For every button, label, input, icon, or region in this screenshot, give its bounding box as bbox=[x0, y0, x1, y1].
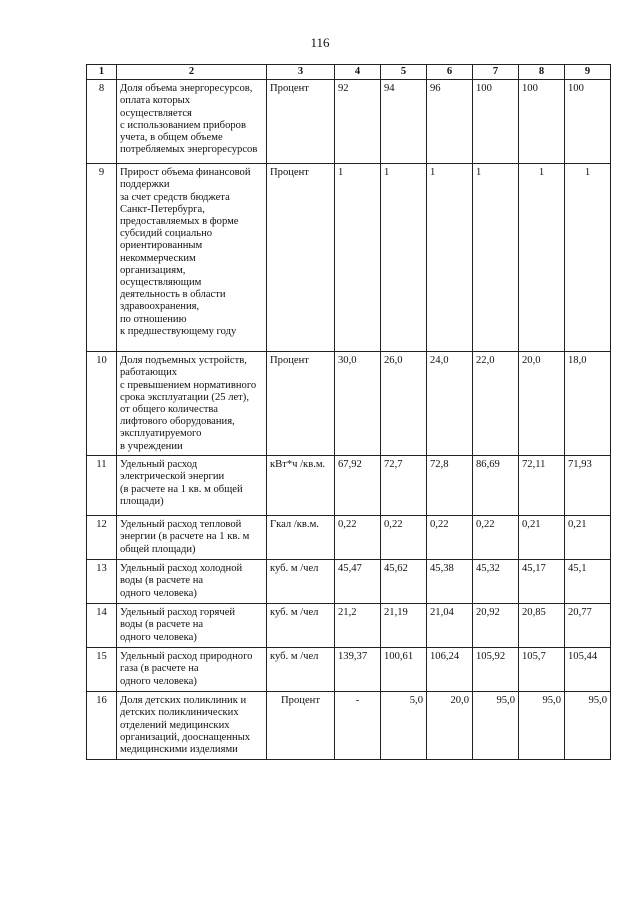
value-cell: 0,22 bbox=[335, 516, 381, 560]
value-cell: 1 bbox=[335, 164, 381, 352]
value-cell: 1 bbox=[565, 164, 611, 352]
value-cell: 1 bbox=[519, 164, 565, 352]
description-line: потребляемых энергоресурсов bbox=[120, 144, 258, 156]
value-cell: 45,38 bbox=[427, 560, 473, 604]
description-line: воды (в расчете на bbox=[120, 575, 204, 587]
value-cell: 20,92 bbox=[473, 604, 519, 648]
indicator-description bbox=[117, 560, 267, 604]
description-line: по отношению bbox=[120, 313, 187, 325]
description-line: некоммерческим bbox=[120, 252, 196, 264]
description-line: Удельный расход природного bbox=[120, 651, 253, 663]
value-cell: 105,44 bbox=[565, 648, 611, 692]
value-cell: 0,22 bbox=[473, 516, 519, 560]
description-line: Доля детских поликлиник и bbox=[120, 695, 247, 707]
description-line: Доля подъемных устройств, bbox=[120, 355, 247, 367]
value-cell: 100 bbox=[519, 80, 565, 164]
value-cell: 94 bbox=[381, 80, 427, 164]
description-line: работающих bbox=[120, 367, 178, 379]
header-cell: 6 bbox=[427, 65, 473, 80]
table-row bbox=[87, 516, 611, 560]
value-cell: 22,0 bbox=[473, 352, 519, 456]
value-cell: 95,0 bbox=[473, 692, 519, 760]
table-row bbox=[87, 692, 611, 760]
value-cell: 72,8 bbox=[427, 456, 473, 516]
value-cell: 71,93 bbox=[565, 456, 611, 516]
description-line: с превышением нормативного bbox=[120, 379, 257, 391]
row-number: 10 bbox=[87, 352, 117, 456]
value-cell: 21,19 bbox=[381, 604, 427, 648]
value-cell: 45,47 bbox=[335, 560, 381, 604]
value-cell: 1 bbox=[427, 164, 473, 352]
table-row bbox=[87, 164, 611, 352]
value-cell: 95,0 bbox=[565, 692, 611, 760]
description-line: общей площади) bbox=[120, 543, 196, 555]
value-cell: 0,22 bbox=[427, 516, 473, 560]
description-line: медицинскими изделиями bbox=[120, 744, 238, 756]
value-cell: 45,32 bbox=[473, 560, 519, 604]
description-line: к предшествующему году bbox=[120, 325, 237, 337]
value-cell: 106,24 bbox=[427, 648, 473, 692]
unit-cell: куб. м /чел bbox=[267, 604, 335, 648]
description-line: Удельный расход горячей bbox=[120, 607, 236, 619]
value-cell: 1 bbox=[381, 164, 427, 352]
value-cell: 105,92 bbox=[473, 648, 519, 692]
value-cell: 45,62 bbox=[381, 560, 427, 604]
description-line: оплата которых bbox=[120, 95, 191, 107]
description-line: площади) bbox=[120, 495, 164, 507]
value-cell: 0,21 bbox=[565, 516, 611, 560]
indicator-description bbox=[117, 692, 267, 760]
value-cell: 20,0 bbox=[519, 352, 565, 456]
description-line: срока эксплуатации (25 лет), bbox=[120, 391, 249, 403]
value-cell: 100,61 bbox=[381, 648, 427, 692]
row-number: 16 bbox=[87, 692, 117, 760]
header-cell: 4 bbox=[335, 65, 381, 80]
value-cell: 92 bbox=[335, 80, 381, 164]
description-line: поддержки bbox=[120, 179, 170, 191]
value-cell: 20,0 bbox=[427, 692, 473, 760]
value-cell: 26,0 bbox=[381, 352, 427, 456]
description-line: отделений медицинских bbox=[120, 719, 230, 731]
unit-cell: Процент bbox=[267, 164, 335, 352]
description-line: электрической энергии bbox=[120, 471, 225, 483]
description-line: энергии (в расчете на 1 кв. м bbox=[120, 531, 250, 543]
row-number: 12 bbox=[87, 516, 117, 560]
value-cell: 96 bbox=[427, 80, 473, 164]
value-cell: 5,0 bbox=[381, 692, 427, 760]
value-cell: 21,04 bbox=[427, 604, 473, 648]
header-cell: 9 bbox=[565, 65, 611, 80]
table-row bbox=[87, 560, 611, 604]
value-cell: 100 bbox=[565, 80, 611, 164]
value-cell: 86,69 bbox=[473, 456, 519, 516]
description-line: с использованием приборов bbox=[120, 119, 246, 131]
description-line: Удельный расход тепловой bbox=[120, 519, 242, 531]
unit-cell: кВт*ч /кв.м. bbox=[267, 456, 335, 516]
description-line: одного человека) bbox=[120, 631, 197, 643]
row-number: 13 bbox=[87, 560, 117, 604]
value-cell: 24,0 bbox=[427, 352, 473, 456]
unit-cell: куб. м /чел bbox=[267, 560, 335, 604]
description-line: здравоохранения, bbox=[120, 301, 200, 313]
description-line: от общего количества bbox=[120, 404, 218, 416]
row-number: 9 bbox=[87, 164, 117, 352]
value-cell: 139,37 bbox=[335, 648, 381, 692]
header-cell: 3 bbox=[267, 65, 335, 80]
value-cell: - bbox=[335, 692, 381, 760]
description-line: одного человека) bbox=[120, 675, 197, 687]
value-cell: 67,92 bbox=[335, 456, 381, 516]
header-cell: 2 bbox=[117, 65, 267, 80]
unit-cell: Процент bbox=[267, 80, 335, 164]
unit-cell: куб. м /чел bbox=[267, 648, 335, 692]
table-header-row bbox=[87, 65, 611, 80]
value-cell: 18,0 bbox=[565, 352, 611, 456]
description-line: Прирост объема финансовой bbox=[120, 167, 251, 179]
description-line: эксплуатируемого bbox=[120, 428, 202, 440]
unit-cell: Процент bbox=[267, 692, 335, 760]
description-line: Удельный расход bbox=[120, 459, 198, 471]
description-line: предоставляемых в форме bbox=[120, 216, 239, 228]
value-cell: 95,0 bbox=[519, 692, 565, 760]
value-cell: 1 bbox=[473, 164, 519, 352]
header-cell: 8 bbox=[519, 65, 565, 80]
description-line: Санкт-Петербурга, bbox=[120, 203, 205, 215]
row-number: 14 bbox=[87, 604, 117, 648]
unit-cell: Процент bbox=[267, 352, 335, 456]
value-cell: 105,7 bbox=[519, 648, 565, 692]
value-cell: 45,17 bbox=[519, 560, 565, 604]
value-cell: 21,2 bbox=[335, 604, 381, 648]
indicator-description bbox=[117, 516, 267, 560]
header-cell: 1 bbox=[87, 65, 117, 80]
description-line: осуществляется bbox=[120, 107, 192, 119]
description-line: лифтового оборудования, bbox=[120, 416, 235, 428]
description-line: одного человека) bbox=[120, 587, 197, 599]
description-line: деятельность в области bbox=[120, 289, 226, 301]
value-cell: 0,22 bbox=[381, 516, 427, 560]
header-cell: 7 bbox=[473, 65, 519, 80]
description-line: субсидий социально bbox=[120, 228, 213, 240]
table-row bbox=[87, 648, 611, 692]
row-number: 11 bbox=[87, 456, 117, 516]
page-number: 116 bbox=[310, 35, 330, 50]
description-line: воды (в расчете на bbox=[120, 619, 204, 631]
table-body bbox=[87, 80, 611, 760]
description-line: в учреждении bbox=[120, 440, 183, 452]
value-cell: 20,77 bbox=[565, 604, 611, 648]
table-row bbox=[87, 80, 611, 164]
value-cell: 100 bbox=[473, 80, 519, 164]
indicator-description bbox=[117, 604, 267, 648]
table-row bbox=[87, 352, 611, 456]
header-cell: 5 bbox=[381, 65, 427, 80]
indicators-table bbox=[86, 64, 611, 760]
value-cell: 45,1 bbox=[565, 560, 611, 604]
description-line: Доля объема энергоресурсов, bbox=[120, 83, 253, 95]
indicator-description bbox=[117, 456, 267, 516]
value-cell: 20,85 bbox=[519, 604, 565, 648]
value-cell: 72,11 bbox=[519, 456, 565, 516]
description-line: организациям, bbox=[120, 264, 186, 276]
description-line: учета, в общем объеме bbox=[120, 132, 223, 144]
value-cell: 0,21 bbox=[519, 516, 565, 560]
description-line: детских поликлинических bbox=[120, 707, 239, 719]
unit-cell: Гкал /кв.м. bbox=[267, 516, 335, 560]
description-line: за счет средств бюджета bbox=[120, 191, 230, 203]
table-row bbox=[87, 456, 611, 516]
value-cell: 30,0 bbox=[335, 352, 381, 456]
description-line: Удельный расход холодной bbox=[120, 563, 243, 575]
indicator-description bbox=[117, 164, 267, 352]
row-number: 8 bbox=[87, 80, 117, 164]
table-row bbox=[87, 604, 611, 648]
indicator-description bbox=[117, 352, 267, 456]
value-cell: 72,7 bbox=[381, 456, 427, 516]
description-line: организаций, дооснащенных bbox=[120, 731, 251, 743]
indicator-description bbox=[117, 80, 267, 164]
description-line: (в расчете на 1 кв. м общей bbox=[120, 483, 243, 495]
row-number: 15 bbox=[87, 648, 117, 692]
description-line: газа (в расчете на bbox=[120, 663, 199, 675]
description-line: осуществляющим bbox=[120, 277, 202, 289]
description-line: ориентированным bbox=[120, 240, 203, 252]
indicator-description bbox=[117, 648, 267, 692]
